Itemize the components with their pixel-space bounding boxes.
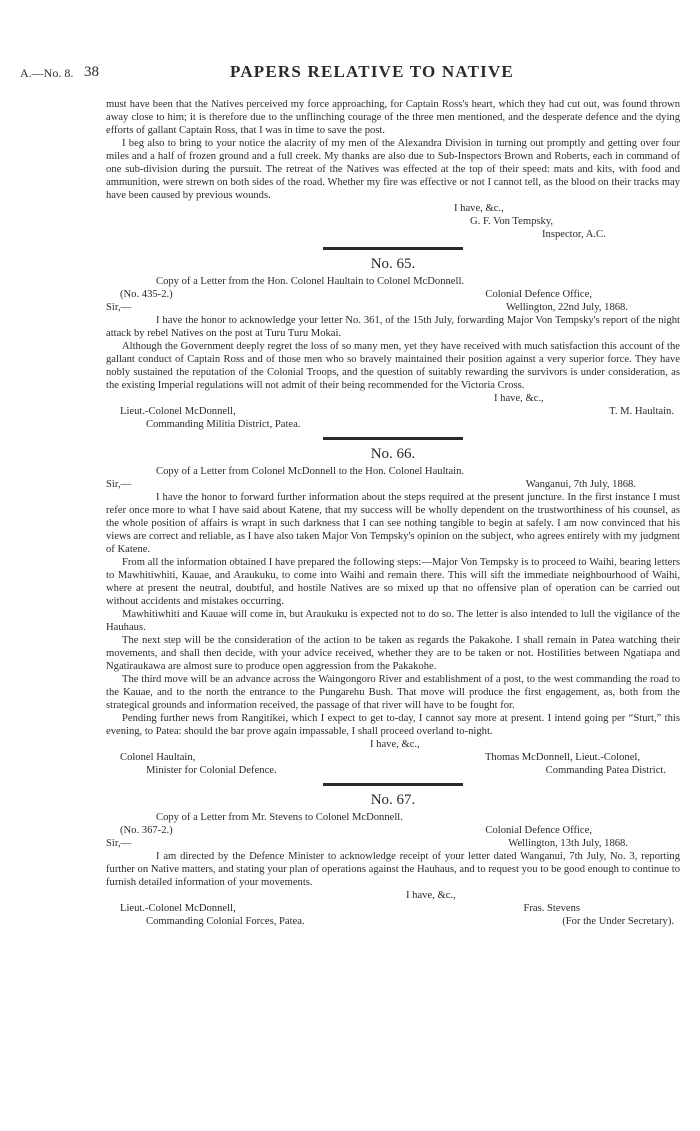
paragraph: The third move will be an advance across the Waingongoro River and establishment of a post, to the west commanding the road to the Kauae, and to the north the entrance to the Pungarehu Bush. That move will produce the first engagement, as, both from the strategical grounds and information received, the passage of that river will have to be fought for.: [106, 674, 680, 711]
salutation: Sir,—: [106, 479, 132, 490]
page-body: [106, 98, 680, 928]
closing: I have, &c.,: [370, 739, 420, 750]
page-number: 38: [84, 64, 99, 80]
signatory-rank: Inspector, A.C.: [542, 229, 606, 240]
salutation: Sir,—: [106, 838, 132, 849]
signatory-title: Commanding Patea District.: [545, 765, 666, 776]
place-date: Wellington, 22nd July, 1868.: [505, 302, 628, 313]
paragraph: I have the honor to forward further information about the steps required at the present juncture. In the first instance I must refer once more to what I have said about Katene, that my success will be wholly dependent on the trustworthiness of his counsel, as the whole position of affairs is wrapt in such darkness that I can see nothing tangible to begin at safely. I am now convinced that his views are correct and reliable, as I have also taken Major Von Tempsky's opinion on the subject, who agrees entirely with my judgment of Katene.: [106, 492, 680, 555]
paragraph: From all the information obtained I have prepared the following steps:—Major Von Tempsky is to proceed to Waihi, bearing letters to Mawhitiwhiti, Kauae, and Araukuku, to come into Waihi and remain there. This will sift the immediate neighbourhood of Waihi, where at present the neutral, doubtful, and hostile Natives are so mixed up that no offensive plan of operation can be carried out without accidents and mistakes occurring.: [106, 557, 680, 607]
place-date: Wellington, 13th July, 1868.: [508, 838, 628, 849]
letter-reference: (No. 435-2.): [120, 289, 173, 300]
document-reference: A.—No. 8.: [20, 66, 74, 80]
salutation-row: [106, 478, 680, 491]
paragraph: I have the honor to acknowledge your letter No. 361, of the 15th July, forwarding Major Von Tempsky's report of the night attack by rebel Natives on the post at Turu Turu Mokai.: [106, 315, 680, 339]
letter-reference: (No. 367-2.): [120, 825, 173, 836]
paragraph: must have been that the Natives perceived my force approaching, for Captain Ross's heart, which they had cut out, was found thrown away close to him; it is therefore due to the unflinching courage of the three men mentioned, and the desperate defence and the dying efforts of gallant Captain Ross, that I was in time to save the post.: [106, 99, 680, 136]
paragraph: I am directed by the Defence Minister to acknowledge receipt of your letter dated Wanganui, 7th July, No. 3, reporting further on Native matters, and stating your plan of operations against the Hauhaus, and to request you to be good enough to continue to furnish detailed information of your movements.: [106, 851, 680, 888]
addressee-title-row: [106, 915, 680, 928]
letter-ref-row: [106, 824, 680, 837]
addressee-title: Commanding Colonial Forces, Patea.: [146, 916, 305, 927]
addressee-title: Minister for Colonial Defence.: [146, 765, 277, 776]
signature: Thomas McDonnell, Lieut.-Colonel,: [484, 752, 640, 763]
addressee-row: [106, 405, 680, 418]
closing: I have, &c.,: [406, 890, 456, 901]
salutation-row: [106, 301, 680, 314]
signature: T. M. Haultain.: [609, 406, 674, 417]
signature: Fras. Stevens: [523, 903, 580, 914]
letter-number: No. 66.: [370, 446, 416, 462]
paragraph: Mawhitiwhiti and Kauae will come in, but Araukuku is expected not to do so. The letter is also intended to lull the vigilance of the Hauhaus.: [106, 609, 680, 633]
letter-heading: Copy of a Letter from Mr. Stevens to Colonel McDonnell.: [156, 812, 403, 823]
paragraph: Pending further news from Rangitikei, which I expect to get to-day, I cannot say more at present. I intend going per “Sturt,” this evening, to Patea: should the bar prove again impassable, I shall proceed overland to-night.: [106, 713, 680, 737]
letter-heading: Copy of a Letter from Colonel McDonnell to the Hon. Colonel Haultain.: [156, 466, 465, 477]
addressee-title-row: [106, 764, 680, 777]
signatory-title: (For the Under Secretary).: [562, 916, 674, 927]
addressee-row: [106, 751, 680, 764]
page-header: [0, 62, 700, 82]
place-date: Wanganui, 7th July, 1868.: [525, 479, 636, 490]
closing: I have, &c.,: [454, 203, 504, 214]
signature: G. F. Von Tempsky,: [470, 216, 554, 227]
salutation: Sir,—: [106, 302, 132, 313]
running-title: PAPERS RELATIVE TO NATIVE: [230, 62, 514, 81]
paragraph: The next step will be the consideration of the action to be taken as regards the Pakakohe. I shall remain in Patea watching their movements, and shall then decide, with your advice received, whether they are to be taken or not. Hostilities between Ngatiapa and Ngatiraukawa are almost sure to produce open aggression from the Pakakohe.: [106, 635, 680, 672]
addressee: Lieut.-Colonel McDonnell,: [120, 903, 236, 914]
office-name: Colonial Defence Office,: [485, 825, 592, 836]
section-divider: [323, 247, 463, 250]
addressee-row: [106, 902, 680, 915]
section-divider: [323, 783, 463, 786]
addressee: Colonel Haultain,: [120, 752, 196, 763]
letter-ref-row: [106, 288, 680, 301]
addressee: Lieut.-Colonel McDonnell,: [120, 406, 236, 417]
addressee-title: Commanding Militia District, Patea.: [146, 419, 301, 430]
office-name: Colonial Defence Office,: [485, 289, 592, 300]
paragraph: I beg also to bring to your notice the alacrity of my men of the Alexandra Division in turning out promptly and getting over four miles and a half of frozen ground and a full creek. My thanks are also due to Sub-Inspectors Brown and Roberts, each in command of one sub-division during the pursuit. The retreat of the Natives was effected at the top of their speed: mats and kits, with food and ammunition, were strewn on both sides of the road. Whether my fire was effective or not I cannot tell, as the blood on their tracks may have been caused by previous wounds.: [106, 138, 680, 201]
paragraph: Although the Government deeply regret the loss of so many men, yet they have received with much satisfaction this account of the gallant conduct of Captain Ross and of those men who so bravely maintained their position against a very superior force. They have nobly sustained the reputation of the Colonial Troops, and the question of suitably rewarding the survivors is under consideration, as the existing Imperial regulations will not admit of their being recommended for the Victoria Cross.: [106, 341, 680, 391]
letter-number: No. 67.: [370, 792, 416, 808]
letter-number: No. 65.: [370, 256, 416, 272]
letter-heading: Copy of a Letter from the Hon. Colonel Haultain to Colonel McDonnell.: [156, 276, 465, 287]
closing: I have, &c.,: [494, 393, 544, 404]
salutation-row: [106, 837, 680, 850]
section-divider: [323, 437, 463, 440]
